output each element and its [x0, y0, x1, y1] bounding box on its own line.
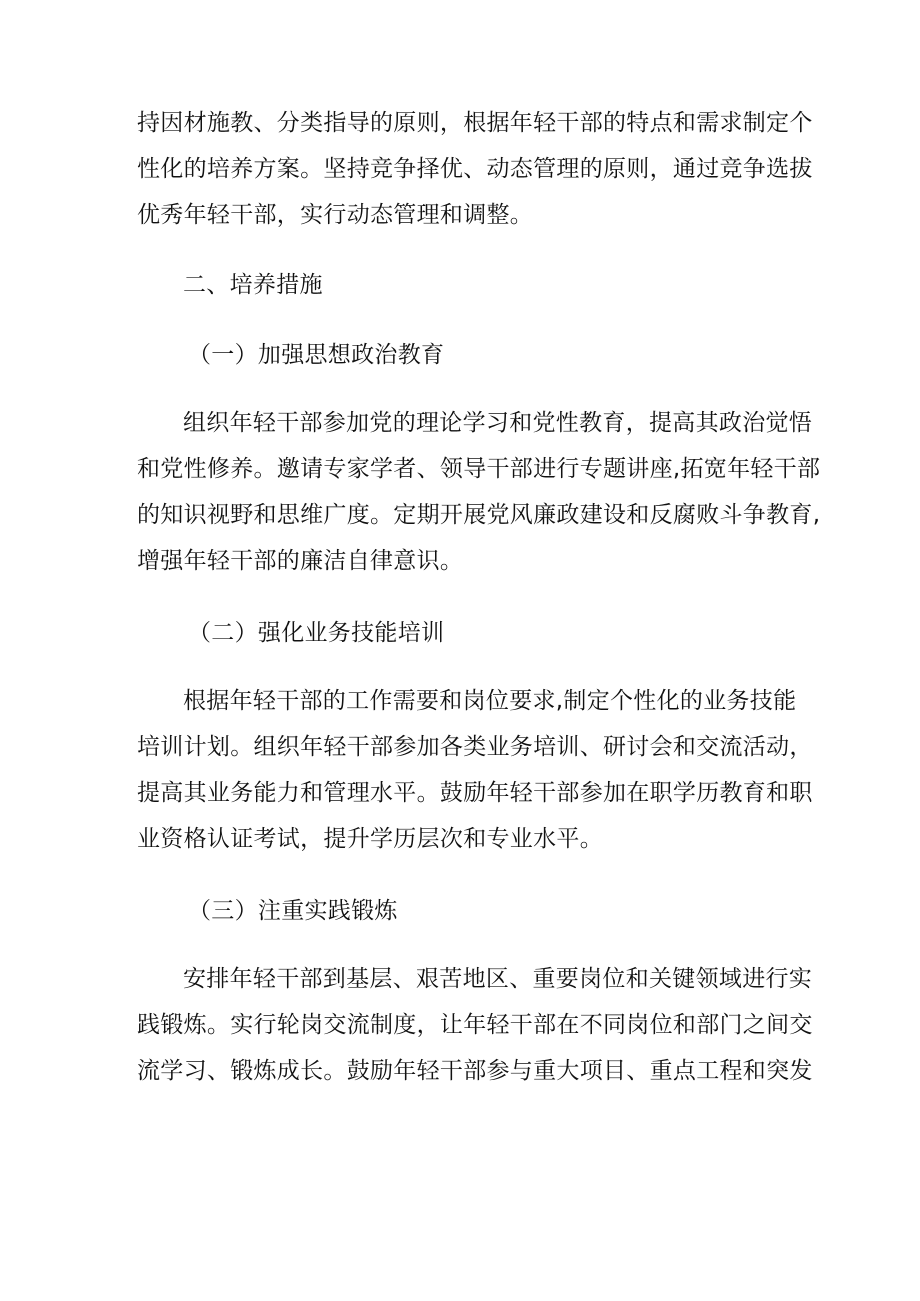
paragraph-line: 性化的培养方案。坚持竞争择优、动态管理的原则，通过竞争选拔 — [137, 156, 813, 182]
paragraph-line: 根据年轻干部的工作需要和岗位要求,制定个性化的业务技能 — [183, 688, 797, 714]
paragraph-line: 的知识视野和思维广度。定期开展党风廉政建设和反腐败斗争教育, — [137, 502, 821, 528]
paragraph-line: 业资格认证考试，提升学历层次和专业水平。 — [137, 826, 603, 852]
paragraph-line: 践锻炼。实行轮岗交流制度，让年轻干部在不同岗位和部门之间交 — [137, 1012, 813, 1038]
paragraph-line: 组织年轻干部参加党的理论学习和党性教育，提高其政治觉悟 — [183, 410, 813, 436]
subsection-heading: （二）强化业务技能培训 — [188, 620, 445, 646]
paragraph-line: 和党性修养。邀请专家学者、领导干部进行专题讲座,拓宽年轻干部 — [137, 456, 821, 482]
subsection-heading: （三）注重实践锻炼 — [188, 898, 398, 924]
paragraph-line: 流学习、锻炼成长。鼓励年轻干部参与重大项目、重点工程和突发 — [137, 1058, 813, 1084]
paragraph-line: 增强年轻干部的廉洁自律意识。 — [137, 548, 464, 574]
paragraph-line: 培训计划。组织年轻干部参加各类业务培训、研讨会和交流活动， — [137, 734, 813, 760]
subsection-heading: （一）加强思想政治教育 — [188, 342, 445, 368]
paragraph-line: 提高其业务能力和管理水平。鼓励年轻干部参加在职学历教育和职 — [137, 780, 813, 806]
paragraph-line: 安排年轻干部到基层、艰苦地区、重要岗位和关键领域进行实 — [183, 966, 813, 992]
paragraph-line: 持因材施教、分类指导的原则，根据年轻干部的特点和需求制定个 — [137, 110, 813, 136]
paragraph-line: 优秀年轻干部，实行动态管理和调整。 — [137, 202, 534, 228]
section-heading: 二、培养措施 — [183, 272, 323, 298]
